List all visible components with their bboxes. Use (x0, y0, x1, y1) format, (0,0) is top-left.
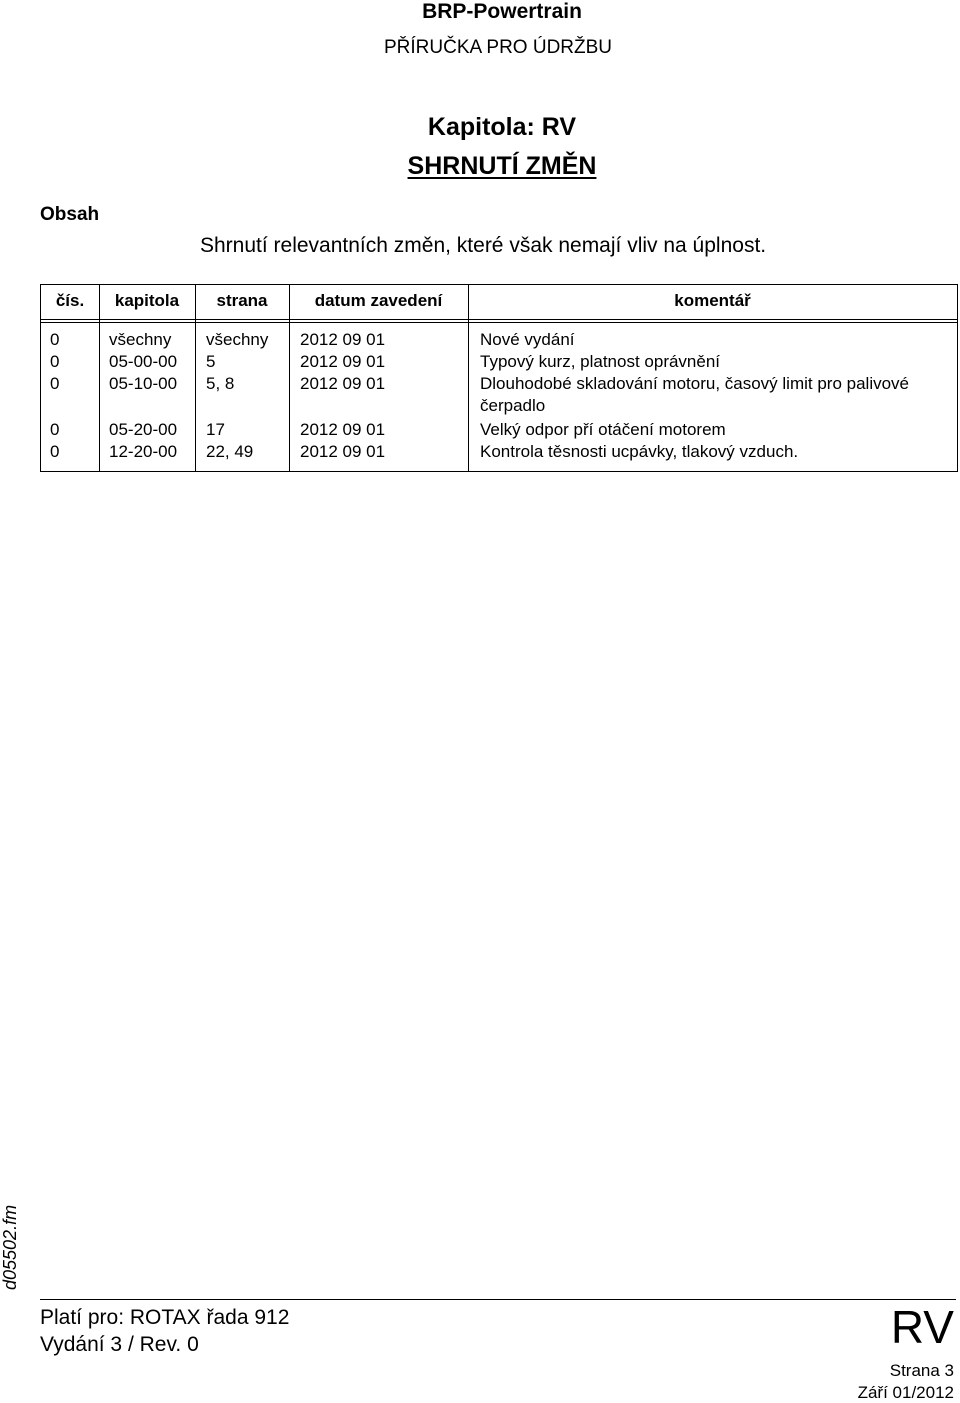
header-cell-number: čís. (55, 291, 85, 310)
cell-number: 0 (50, 330, 60, 349)
header-cell-date: datum zavedení (314, 291, 443, 310)
cell-chapter: 05-00-00 (109, 352, 178, 371)
footer-issue: Vydání 3 / Rev. 0 (40, 1333, 199, 1356)
section-label: Obsah (40, 204, 100, 225)
cell-number: 0 (50, 442, 60, 461)
footer-valid-for: Platí pro: ROTAX řada 912 (40, 1306, 290, 1329)
cell-chapter: 05-20-00 (109, 420, 178, 439)
cell-number: 0 (50, 420, 60, 439)
cell-comment: Kontrola těsnosti ucpávky, tlakový vzduch. (480, 442, 799, 461)
cell-page: 17 (206, 420, 225, 439)
cell-page: 22, 49 (206, 442, 254, 461)
brand-title: BRP-Powertrain (422, 0, 582, 23)
manual-title: PŘÍRUČKA PRO ÚDRŽBU (383, 37, 613, 58)
intro-text: Shrnutí relevantních změn, které však nemají vliv na úplnost. (200, 234, 767, 257)
cell-page: 5, 8 (206, 374, 235, 393)
header-cell-chapter: kapitola (114, 291, 180, 310)
cell-page: 5 (206, 352, 216, 371)
cell-number: 0 (50, 374, 60, 393)
footer-divider (40, 1299, 956, 1300)
header-cell-page: strana (216, 291, 268, 310)
cell-comment: Nové vydání (480, 330, 575, 349)
header-cell-comment: komentář (674, 291, 751, 310)
table-header (41, 285, 957, 318)
chapter-title: Kapitola: RV (427, 113, 577, 141)
cell-chapter: 12-20-00 (109, 442, 178, 461)
cell-chapter: všechny (109, 330, 172, 349)
cell-date: 2012 09 01 (300, 330, 386, 349)
changes-table (40, 284, 958, 472)
cell-number: 0 (50, 352, 60, 371)
file-name-text: d05502.fm (0, 1204, 20, 1290)
cell-chapter: 05-10-00 (109, 374, 178, 393)
cell-comment: Dlouhodobé skladování motoru, časový limit pro palivové čerpadlo (480, 374, 910, 415)
cell-comment: Velký odpor pří otáčení motorem (480, 420, 726, 439)
cell-page: všechny (206, 330, 269, 349)
footer-date: Září 01/2012 (857, 1383, 954, 1402)
cell-date: 2012 09 01 (300, 442, 386, 461)
footer-chapter-code: RV (890, 1301, 954, 1353)
cell-date: 2012 09 01 (300, 352, 386, 371)
side-file-name (0, 1195, 22, 1290)
cell-comment: Typový kurz, platnost oprávnění (480, 352, 721, 371)
footer-page-number: Strana 3 (889, 1361, 954, 1380)
cell-date: 2012 09 01 (300, 374, 386, 393)
summary-title: SHRNUTÍ ZMĚN (407, 152, 597, 180)
cell-date: 2012 09 01 (300, 420, 386, 439)
